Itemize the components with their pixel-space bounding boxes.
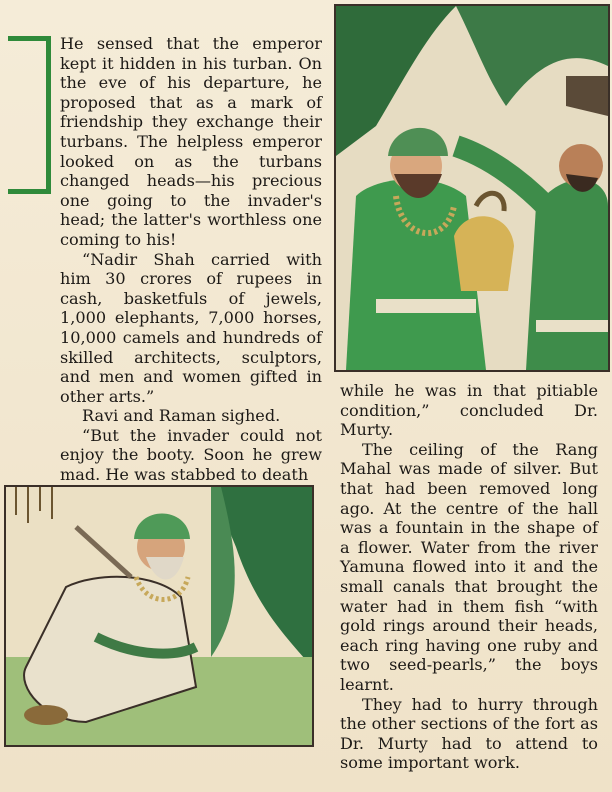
right-text-column — [340, 381, 598, 773]
paragraph: while he was in that pitiable condition,” concluded Dr. Murty. — [340, 381, 598, 440]
paragraph: The ceiling of the Rang Mahal was made of silver. But that had been removed long ago. At the centre of the hall was a fountain in the shape of a flower. Water from the river Yamuna flowed into it and the small canals that brought the water had in them fish “with gold rings around their heads, each ring having one ruby and two seed-pearls,” the boys learnt. — [340, 439, 598, 694]
left-text-column — [60, 34, 322, 485]
green-bracket-decoration — [8, 36, 51, 194]
paragraph: Ravi and Raman sighed. — [82, 406, 281, 426]
paragraph: “But the invader could not enjoy the booty. Soon he grew mad. He was stabbed to death — [60, 425, 322, 485]
seated-emperor-illustration — [4, 485, 314, 747]
paragraph: He sensed that the emperor kept it hidden in his turban. On the eve of his departure, he proposed that as a mark of friendship they exchange their turbans. The helpless emperor looked on as the turbans changed heads—his precious one going to the invader's head; the latter's worthless one coming to his! — [60, 34, 322, 249]
turban-exchange-illustration — [334, 4, 610, 372]
paragraph: “Nadir Shah carried with him 30 crores of rupees in cash, basketfuls of jewels, 1,000 elephants, 7,000 horses, 10,000 camels and hundreds of skilled architects, sculptors, and men and women gifted in other arts.” — [60, 249, 322, 406]
paragraph: They had to hurry through the other sections of the fort as Dr. Murty had to attend to some important work. — [340, 694, 598, 773]
